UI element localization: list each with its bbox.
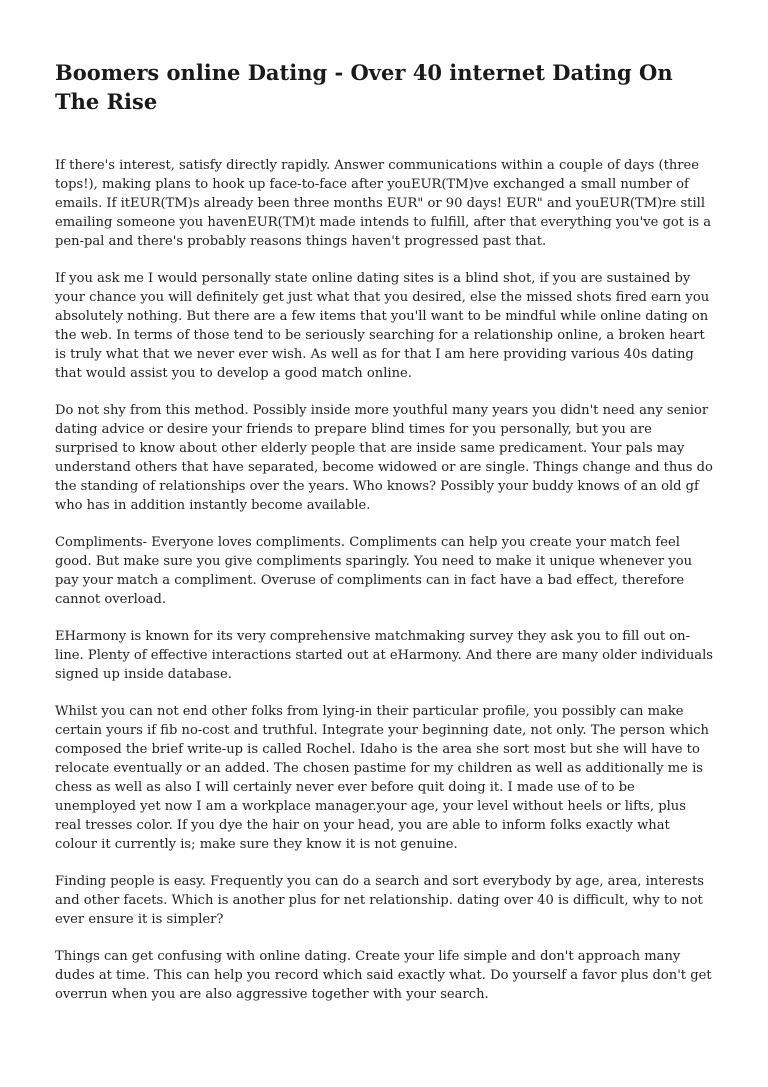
paragraph: If you ask me I would personally state online dating sites is a blind shot, if you are sustained by your chance you will definitely get just what that you desired, else the missed shots fired earn you absolutely nothing. But there are a few items that you'll want to be mindful while online dating on the web. In terms of those tend to be seriously searching for a relationship online, a broken heart is truly what that we never ever wish. As well as for that I am here providing various 40s dating that would assist you to develop a good match online. [55,271,710,381]
page-title: Boomers online Dating - Over 40 internet Dating On The Rise [55,60,673,114]
paragraph: EHarmony is known for its very comprehensive matchmaking survey they ask you to fill out on-line. Plenty of effective interactions started out at eHarmony. And there are many older individuals signed up inside database. [55,629,714,682]
paragraph: Compliments- Everyone loves compliments. Compliments can help you create your match feel good. But make sure you give compliments sparingly. You need to make it unique whenever you pay your match a compliment. Overuse of compliments can in fact have a bad effect, therefore cannot overload. [55,535,693,607]
paragraph: Do not shy from this method. Possibly inside more youthful many years you didn't need any senior dating advice or desire your friends to prepare blind times for you personally, but you are surprised to know about other elderly people that are inside same predicament. Your pals may understand others that have separated, become widowed or are single. Things change and thus do the standing of relationships over the years. Who knows? Possibly your buddy knows of an old gf who has in addition instantly become available. [55,403,713,513]
paragraph: Things can get confusing with online dating. Create your life simple and don't approach many dudes at time. This can help you record which said exactly what. Do yourself a favor plus don't get overrun when you are also aggressive together with your search. [55,949,712,1002]
paragraph: Finding people is easy. Frequently you can do a search and sort everybody by age, area, interests and other facets. Which is another plus for net relationship. dating over 40 is difficult, why to not ever ensure it is simpler? [55,874,704,927]
paragraph: If there's interest, satisfy directly rapidly. Answer communications within a couple of days (three tops!), making plans to hook up face-to-face after youEUR(TM)ve exchanged a small number of emails. If itEUR(TM)s already been three months EUR" or 90 days! EUR" and youEUR(TM)re still emailing someone you havenEUR(TM)t made intends to fulfill, after that everything you've got is a pen-pal and there's probably reasons things haven't progressed past that. [55,158,712,249]
paragraph: Whilst you can not end other folks from lying-in their particular profile, you possibly can make certain yours if fib no-cost and truthful. Integrate your beginning date, not only. The person which composed the brief write-up is called Rochel. Idaho is the area she sort most but she will have to relocate eventually or an added. The chosen pastime for my children as well as additionally me is chess as well as also I will certainly never ever before quit doing it. I made use of to be unemployed yet now I am a workplace manager.your age, your level without heels or lifts, plus real tresses color. If you dye the hair on your head, you are able to inform folks exactly what colour it currently is; make sure they know it is not genuine. [55,704,709,852]
